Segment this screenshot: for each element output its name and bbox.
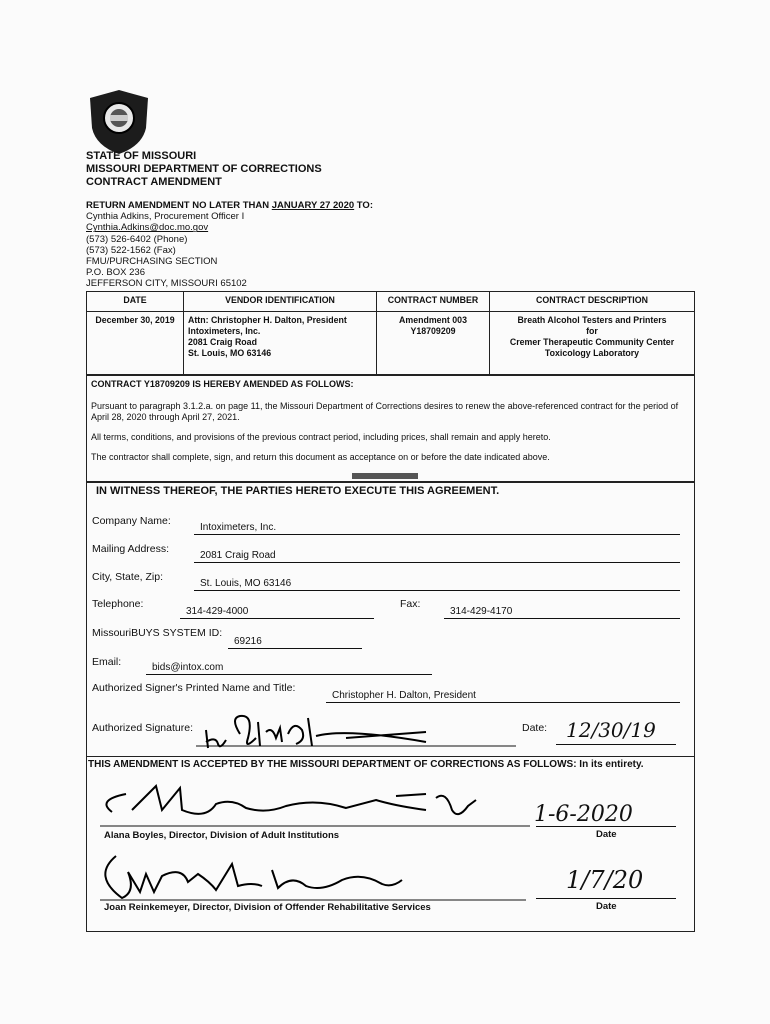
authorized-signature-label: Authorized Signature: [92,722,193,734]
company-name-field[interactable]: Intoximeters, Inc. [194,521,680,535]
cell-description: Breath Alcohol Testers and Printers for Cremer Therapeutic Community Center Toxicology Laboratory [490,312,695,375]
return-address-block: RETURN AMENDMENT NO LATER THAN JANUARY 27 2020 TO: Cynthia Adkins, Procurement Officer I Cynthia.Adkins@doc.mo.gov (573) 526-6402 (Phone) (573) 522-1562 (Fax) FMU/PURCHASING SECTION P.O. BOX 236 JEFFERSON CITY, MISSOURI 65102 [86,200,446,290]
date-line [556,744,676,745]
director-signature-2[interactable] [92,852,532,904]
contract-info-table [86,291,695,375]
date-line-2 [536,898,676,899]
date-line-1 [536,826,676,827]
mailing-address-field[interactable]: 2081 Craig Road [194,549,680,563]
col-contract-number: CONTRACT NUMBER [377,292,490,312]
state-seal-logo [86,88,152,156]
acceptance-title: THIS AMENDMENT IS ACCEPTED BY THE MISSOURI DEPARTMENT OF CORRECTIONS AS FOLLOWS: In its entirety. [88,759,644,770]
director-2-caption: Joan Reinkemeyer, Director, Division of Offender Rehabilitative Services [104,902,431,913]
telephone-label: Telephone: [92,598,144,610]
header-document-type: CONTRACT AMENDMENT [86,176,222,188]
amendment-paragraph-1: Pursuant to paragraph 3.1.2.a. on page 11, the Missouri Department of Corrections desires to renew the above-referenced contract for the period of April 28, 2020 through April 27, 2021. [91,401,679,422]
amendment-paragraph-3: The contractor shall complete, sign, and return this document as acceptance on or before the date indicated above. [91,452,550,462]
missouribuys-id-label: MissouriBUYS SYSTEM ID: [92,627,223,639]
return-due-date: JANUARY 27 2020 [271,200,355,211]
city-state-zip-field[interactable]: St. Louis, MO 63146 [194,577,680,591]
witness-title: IN WITNESS THEREOF, THE PARTIES HERETO EXECUTE THIS AGREEMENT. [96,485,500,497]
col-vendor: VENDOR IDENTIFICATION [184,292,377,312]
signed-date[interactable]: 12/30/19 [566,718,656,742]
signer-name-label: Authorized Signer's Printed Name and Title: [92,682,296,694]
col-date: DATE [87,292,184,312]
company-name-label: Company Name: [92,515,171,527]
amendment-section [86,375,695,483]
director-1-caption: Alana Boyles, Director, Division of Adult Institutions [104,830,340,841]
col-description: CONTRACT DESCRIPTION [490,292,695,312]
telephone-field[interactable]: 314-429-4000 [180,605,374,619]
header-state: STATE OF MISSOURI [86,150,197,162]
director-2-signed-date[interactable]: 1/7/20 [566,866,644,894]
amendment-paragraph-2: All terms, conditions, and provisions of the previous contract period, including prices, shall remain and apply hereto. [91,432,551,442]
cell-contract-number: Amendment 003 Y18709209 [377,312,490,375]
fax-field[interactable]: 314-429-4170 [444,605,680,619]
amendment-title: CONTRACT Y18709209 IS HEREBY AMENDED AS FOLLOWS: [91,379,354,389]
cell-vendor: Attn: Christopher H. Dalton, President Intoximeters, Inc. 2081 Craig Road St. Louis, MO 63146 [184,312,377,375]
date-label: Date: [522,722,548,734]
date-caption-1: Date [596,829,617,840]
fax-label: Fax: [400,598,421,610]
director-1-signed-date[interactable]: 1-6-2020 [534,802,633,827]
missouribuys-id-field[interactable]: 69216 [228,635,362,649]
authorized-signature-field[interactable] [196,708,518,756]
officer-email-link[interactable]: Cynthia.Adkins@doc.mo.gov [86,222,209,234]
cell-date: December 30, 2019 [87,312,184,375]
city-state-zip-label: City, State, Zip: [92,571,163,583]
director-signature-1[interactable] [96,780,536,832]
mailing-address-label: Mailing Address: [92,543,170,555]
email-label: Email: [92,656,122,668]
scan-artifact-bar [352,473,418,479]
signer-name-field[interactable]: Christopher H. Dalton, President [326,689,680,703]
header-department: MISSOURI DEPARTMENT OF CORRECTIONS [86,163,322,175]
email-field[interactable]: bids@intox.com [146,661,432,675]
date-caption-2: Date [596,901,617,912]
